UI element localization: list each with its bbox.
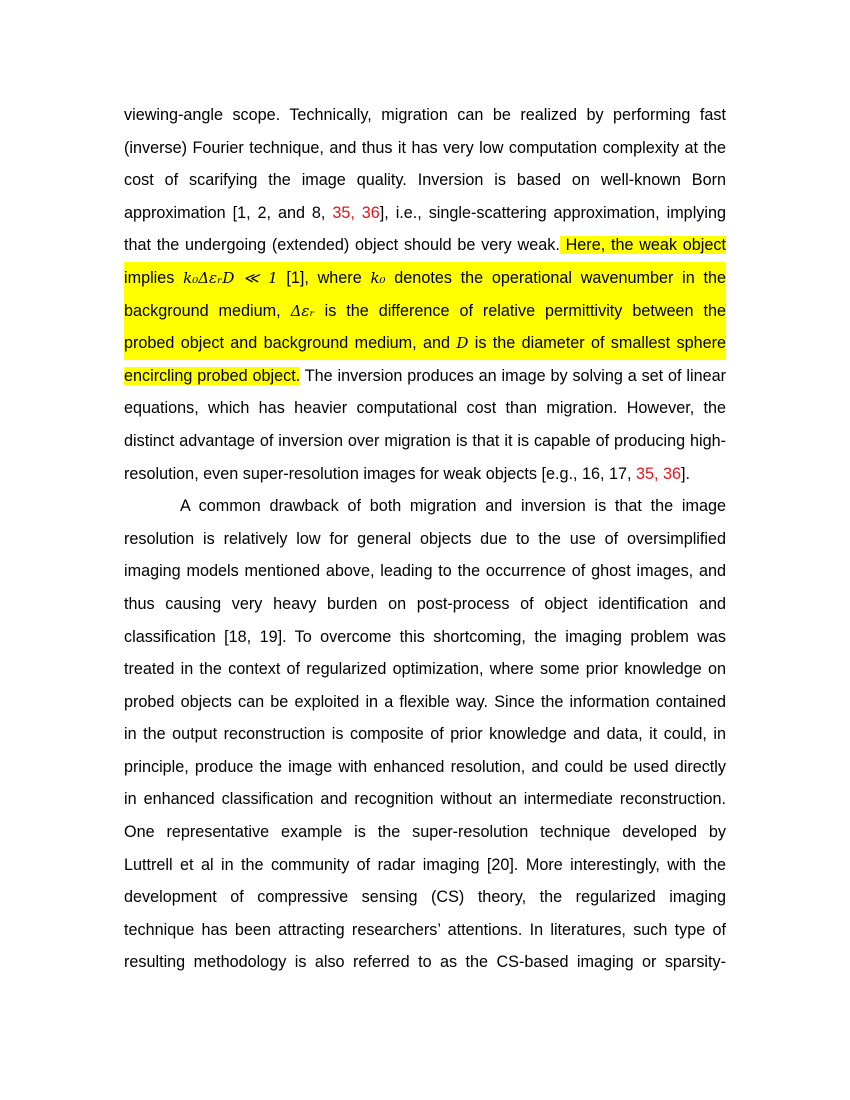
text-line: in the output reconstruction is composite of prior knowledge and data, it could, in: [124, 725, 726, 744]
text-line: resulting methodology is also referred to as the CS-based imaging or sparsity-: [124, 953, 726, 972]
text-line: [124, 458, 726, 491]
text-segment: The inversion produces an image by solving a set of linear: [300, 366, 726, 385]
text-segment: is the diameter of smallest sphere: [468, 334, 726, 353]
citation-link[interactable]: 35, 36: [332, 203, 380, 222]
citation-link[interactable]: 35, 36: [636, 464, 682, 483]
text-line: resolution is relatively low for general objects due to the use of oversimplified: [124, 529, 726, 548]
highlighted-line: [124, 327, 726, 360]
text-segment: ].: [681, 464, 691, 483]
paragraph-1: [124, 99, 726, 490]
text-line: [124, 229, 726, 262]
text-segment: background medium,: [124, 301, 291, 320]
text-line: distinct advantage of inversion over migration is that it is capable of producing high-: [124, 431, 726, 450]
text-line: A common drawback of both migration and inversion is that the image: [180, 497, 726, 516]
paragraph-2: [124, 490, 726, 979]
highlighted-text: encircling probed object.: [124, 366, 301, 385]
text-line: viewing-angle scope. Technically, migration can be realized by performing fast: [124, 106, 726, 124]
highlighted-line: [124, 262, 726, 295]
text-segment: that the undergoing (extended) object should be very weak.: [124, 236, 560, 255]
text-line: (inverse) Fourier technique, and thus it has very low computation complexity at the: [124, 138, 726, 157]
math-expression: Δεᵣ: [290, 301, 315, 320]
math-expression: k₀ΔεᵣD ≪ 1: [183, 268, 278, 287]
document-page: [124, 99, 726, 979]
math-expression: D: [456, 334, 469, 353]
text-line: classification [18, 19]. To overcome this shortcoming, the imaging problem was: [124, 627, 726, 646]
text-line: One representative example is the super-resolution technique developed by: [124, 823, 726, 842]
text-segment: probed object and background medium, and: [124, 334, 457, 353]
text-line: equations, which has heavier computational cost than migration. However, the: [124, 399, 726, 418]
text-segment: is the difference of relative permittivity between the: [314, 301, 726, 320]
text-segment: denotes the operational wavenumber in the: [385, 268, 727, 287]
text-line: imaging models mentioned above, leading to the occurrence of ghost images, and: [124, 562, 726, 581]
highlighted-line: [124, 295, 726, 328]
text-line: probed objects can be exploited in a flexible way. Since the information contained: [124, 692, 726, 711]
text-line: development of compressive sensing (CS) theory, the regularized imaging: [124, 888, 726, 907]
text-segment: [1], where: [277, 268, 371, 287]
text-line: Luttrell et al in the community of radar imaging [20]. More interestingly, with the: [124, 855, 726, 874]
text-line: principle, produce the image with enhanced resolution, and could be used directly: [124, 757, 726, 776]
text-line: in enhanced classification and recognition without an intermediate reconstruction.: [124, 790, 726, 809]
text-line: treated in the context of regularized optimization, where some prior knowledge on: [124, 660, 726, 679]
math-expression: k₀: [370, 268, 386, 287]
text-line: [124, 197, 726, 230]
text-segment: approximation [1, 2, and 8,: [124, 203, 333, 222]
text-segment: implies: [124, 268, 184, 287]
text-line: thus causing very heavy burden on post-process of object identification and: [124, 594, 726, 613]
text-line: [124, 360, 726, 393]
text-line: technique has been attracting researchers’ attentions. In literatures, such type of: [124, 920, 726, 939]
highlighted-text: Here, the weak object: [559, 236, 726, 255]
text-segment: ], i.e., single-scattering approximation, implying: [379, 203, 726, 222]
text-segment: resolution, even super-resolution images for weak objects [e.g., 16, 17,: [124, 464, 636, 483]
text-line: cost of scarifying the image quality. Inversion is based on well-known Born: [124, 171, 726, 190]
